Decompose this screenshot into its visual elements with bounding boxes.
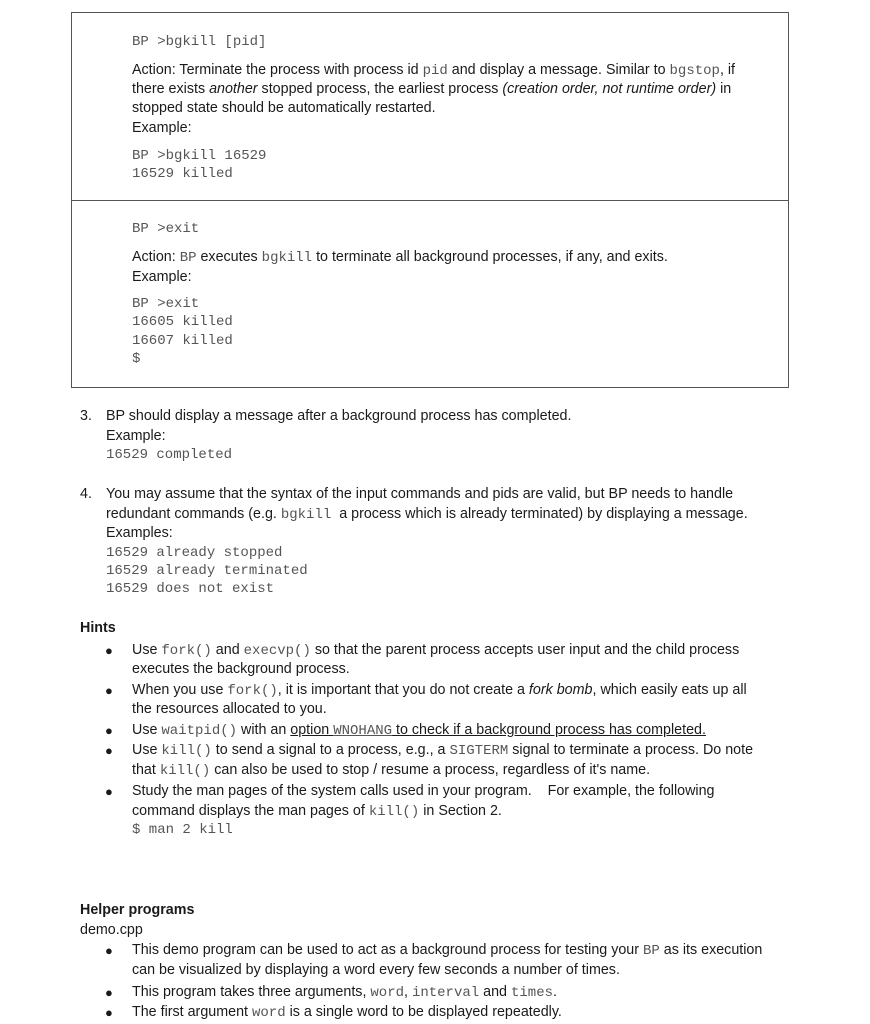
bullet-icon: ●: [105, 943, 113, 958]
item4-number: 4.: [80, 486, 92, 502]
bullet-icon: ●: [105, 643, 113, 658]
bullet-icon: ●: [105, 1005, 113, 1020]
bullet-icon: ●: [105, 784, 113, 799]
bgkill-action-line3: stopped state should be automatically restarted.: [132, 100, 436, 116]
exit-example-line: $: [132, 351, 141, 367]
item4-code: 16529 already terminated: [106, 563, 308, 579]
bgkill-command: BP >bgkill [pid]: [132, 34, 267, 50]
hint-2-line1: When you use fork(), it is important that you do not create a fork bomb, which easily eats up all: [132, 682, 747, 699]
bullet-icon: ●: [105, 723, 113, 738]
item3-code: 16529 completed: [106, 447, 233, 463]
exit-example-line: 16605 killed: [132, 314, 233, 330]
exit-example-line: BP >exit: [132, 296, 200, 312]
helper-bullet-2: This program takes three arguments, word, interval and times.: [132, 984, 557, 1001]
hint-5-line2: command displays the man pages of kill() in Section 2.: [132, 803, 502, 820]
helper-heading: Helper programs: [80, 902, 195, 918]
bgkill-example-line: 16529 killed: [132, 166, 233, 182]
helper-bullet-1-line1: This demo program can be used to act as a background process for testing your BP as its execution: [132, 942, 763, 959]
hint-1-line2: executes the background process.: [132, 661, 350, 677]
item4-code: 16529 already stopped: [106, 545, 283, 561]
hint-1-line1: Use fork() and execvp() so that the parent process accepts user input and the child process: [132, 642, 740, 659]
bgkill-example-label: Example:: [132, 120, 192, 136]
bullet-icon: ●: [105, 743, 113, 758]
exit-command: BP >exit: [132, 221, 200, 237]
item3-number: 3.: [80, 408, 92, 424]
item3-text: BP should display a message after a background process has completed.: [106, 408, 572, 424]
helper-bullet-1-line2: can be visualized by displaying a word every few seconds a number of times.: [132, 962, 620, 978]
hint-2-line2: the resources allocated to you.: [132, 701, 327, 717]
bgkill-example-line: BP >bgkill 16529: [132, 148, 267, 164]
helper-bullet-3: The first argument word is a single word to be displayed repeatedly.: [132, 1004, 562, 1021]
bgkill-action-line2: there exists another stopped process, the earliest process (creation order, not runtime order) in: [132, 81, 732, 97]
exit-example-line: 16607 killed: [132, 333, 233, 349]
item3-example-label: Example:: [106, 428, 166, 444]
bgkill-action-line1: Action: Terminate the process with process id pid and display a message. Similar to bgstop, if: [132, 62, 736, 79]
hint-5-line1: Study the man pages of the system calls used in your program. For example, the following: [132, 783, 715, 799]
item4-line2: redundant commands (e.g. bgkill a process which is already terminated) by displaying a message.: [106, 506, 748, 523]
hint-4-line2: that kill() can also be used to stop / resume a process, regardless of it's name.: [132, 762, 651, 779]
hint-3: Use waitpid() with an option WNOHANG to check if a background process has completed.: [132, 722, 706, 739]
item4-line1: You may assume that the syntax of the input commands and pids are valid, but BP needs to handle: [106, 486, 734, 502]
exit-box: [71, 200, 789, 388]
item4-examples-label: Examples:: [106, 525, 173, 541]
exit-example-label: Example:: [132, 269, 192, 285]
hint-4-line1: Use kill() to send a signal to a process, e.g., a SIGTERM signal to terminate a process. Do note: [132, 742, 754, 759]
helper-file: demo.cpp: [80, 922, 143, 938]
hint-5-code: $ man 2 kill: [132, 822, 233, 838]
hints-heading: Hints: [80, 620, 116, 636]
bullet-icon: ●: [105, 683, 113, 698]
bullet-icon: ●: [105, 985, 113, 1000]
exit-action: Action: BP executes bgkill to terminate all background processes, if any, and exits.: [132, 249, 668, 266]
bgkill-box: [71, 12, 789, 201]
item4-code: 16529 does not exist: [106, 581, 275, 597]
